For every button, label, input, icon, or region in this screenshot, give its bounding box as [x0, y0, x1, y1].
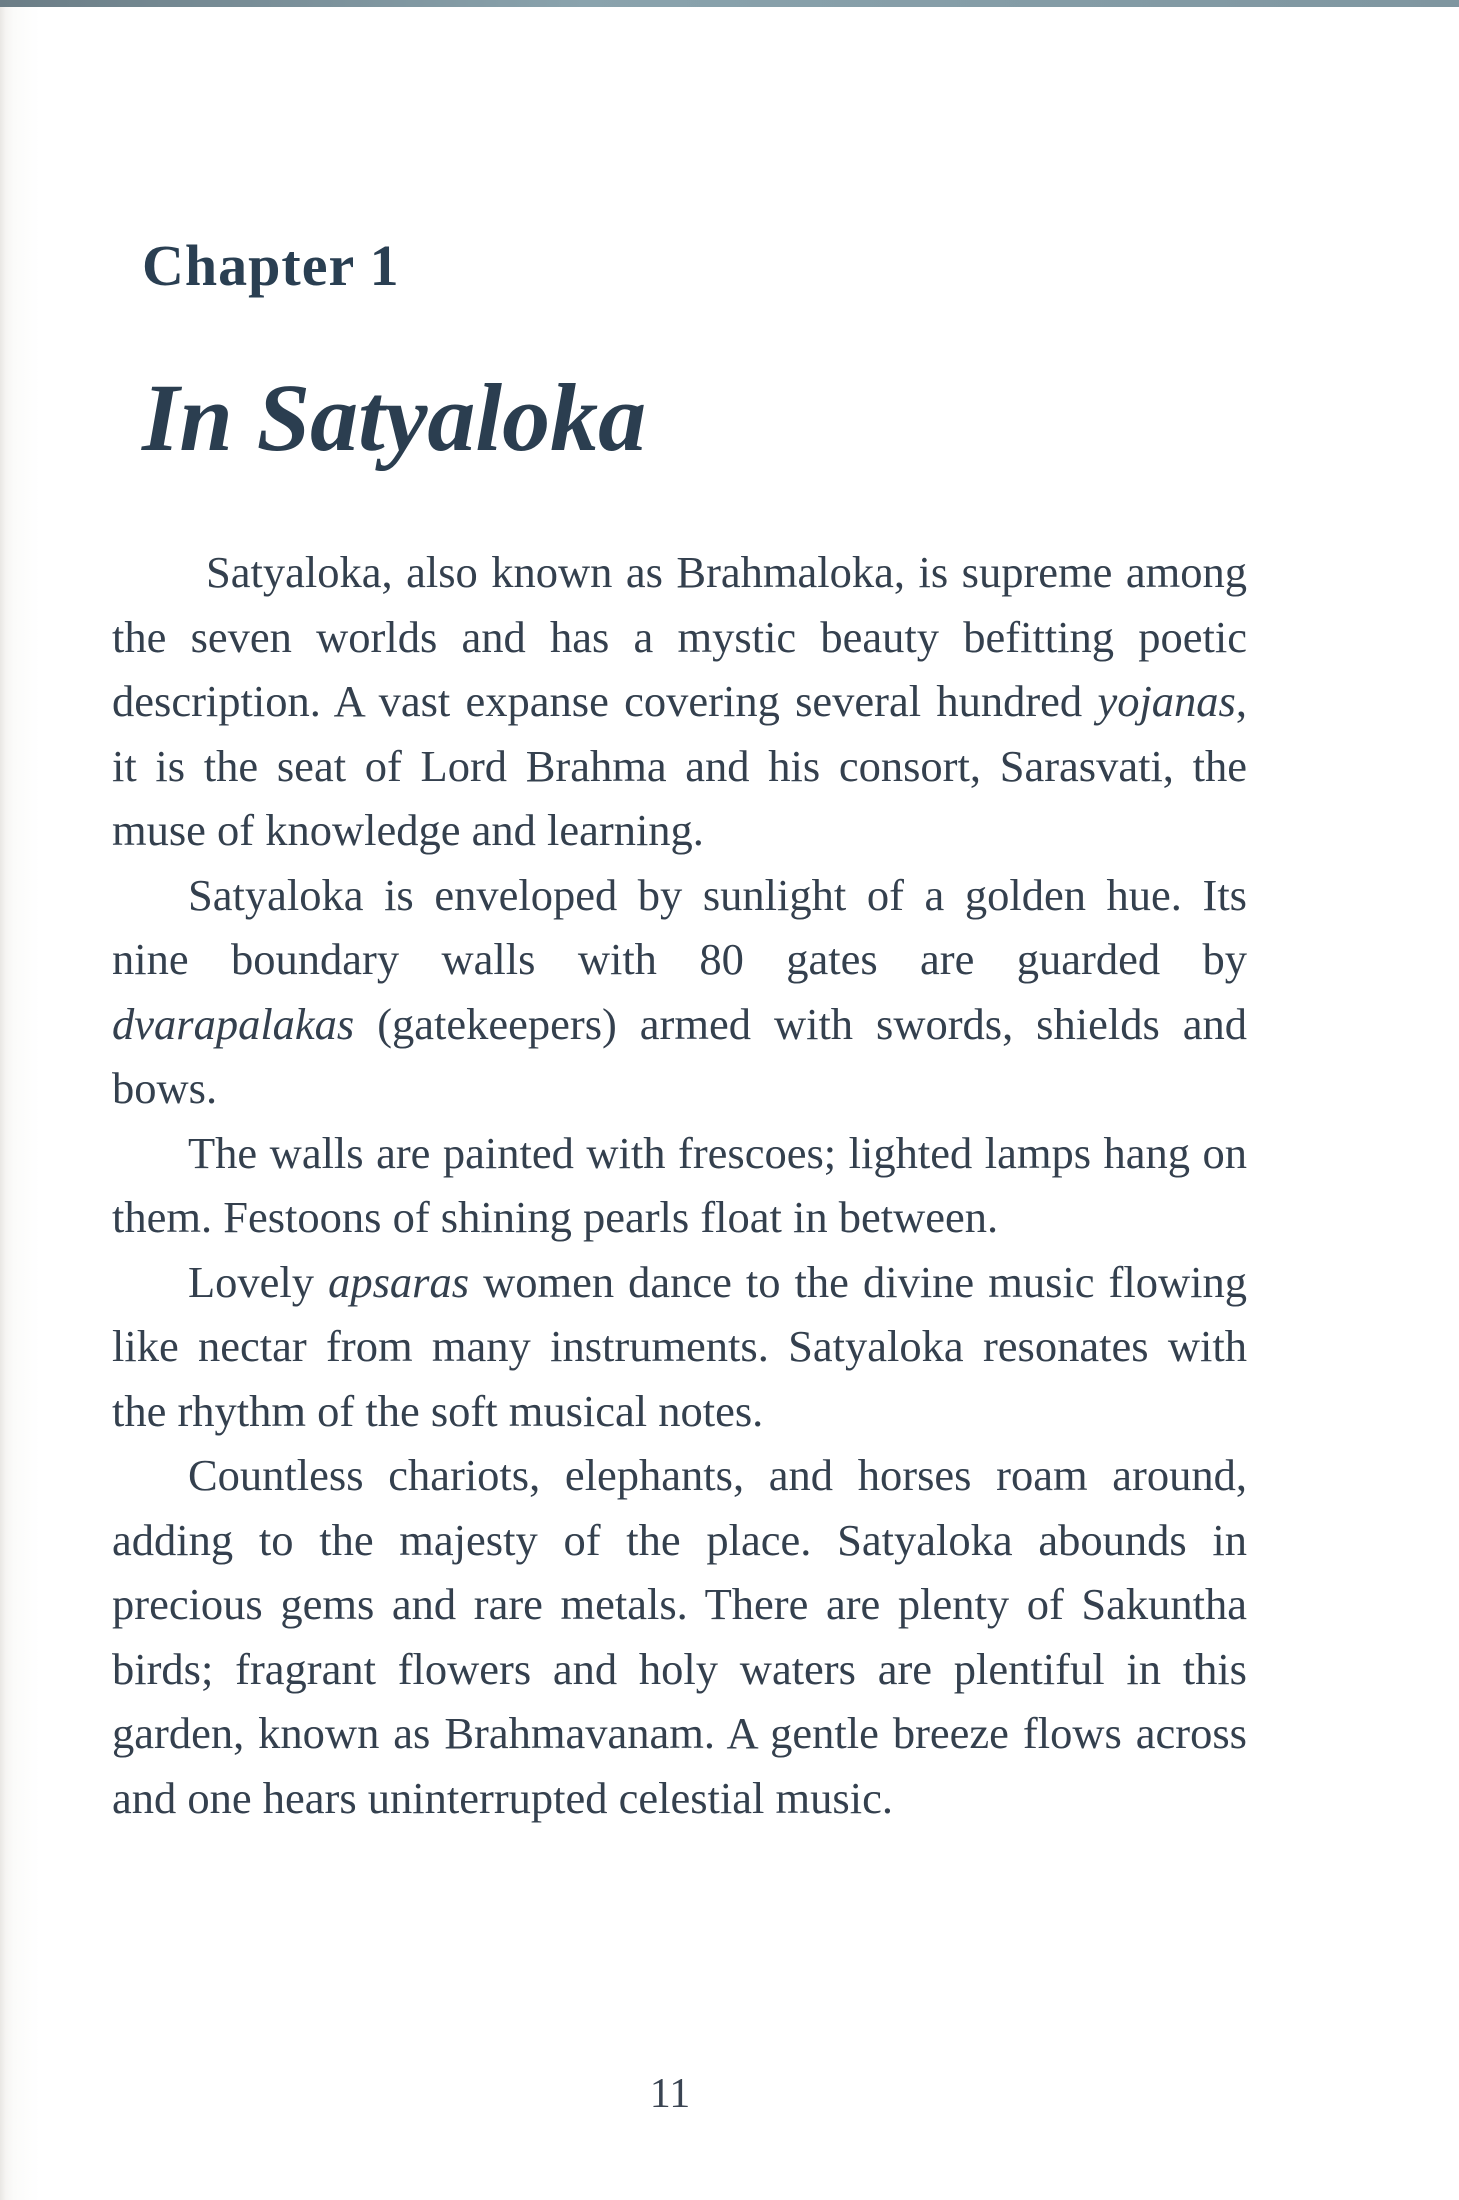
italic-term: yojanas	[1097, 676, 1236, 726]
italic-term: apsaras	[328, 1256, 470, 1307]
text-run: Satyaloka is enveloped by sunlight of a golden hue. Its nine boundary walls with 80 gates are guarded by	[112, 869, 1247, 984]
text-run: (gatekeepers) armed with swords, shields and bows.	[112, 998, 1247, 1113]
text-run: Countless chariots, elephants, and horses roam around, adding to the majesty of the place. Satyaloka abounds in precious gems and rare metals. There are plenty of Sakuntha birds; fragrant flowers and holy waters are plentiful in this garden, known as Brahmavanam. A gentle breeze flows across and one hears uninterrupted celestial music.	[112, 1450, 1247, 1823]
text-run: , it is the seat of Lord Brahma and his consort, Sarasvati, the muse of knowledge and learning.	[112, 676, 1247, 855]
page-number: 11	[649, 2071, 691, 2117]
text-run: Lovely	[188, 1256, 329, 1307]
page-top-edge	[0, 0, 1459, 7]
paragraph	[112, 1443, 1247, 1830]
chapter-label: Chapter 1	[142, 233, 400, 298]
paragraph	[112, 540, 1247, 863]
text-run: women dance to the divine music flowing like nectar from many instruments. Satyaloka resonates with the rhythm of the soft musical notes.	[112, 1256, 1247, 1436]
paragraph	[112, 1250, 1247, 1444]
chapter-title: In Satyaloka	[142, 364, 647, 471]
paragraph	[112, 1121, 1247, 1250]
text-run: Satyaloka, also known as Brahmaloka, is supreme among the seven worlds and has a mystic beauty befitting poetic description. A vast expanse covering several hundred	[112, 547, 1247, 726]
italic-term: dvarapalakas	[112, 998, 355, 1049]
text-run: The walls are painted with frescoes; lighted lamps hang on them. Festoons of shining pearls float in between.	[112, 1127, 1247, 1242]
chapter-body	[112, 540, 1247, 1830]
paragraph	[112, 863, 1247, 1121]
